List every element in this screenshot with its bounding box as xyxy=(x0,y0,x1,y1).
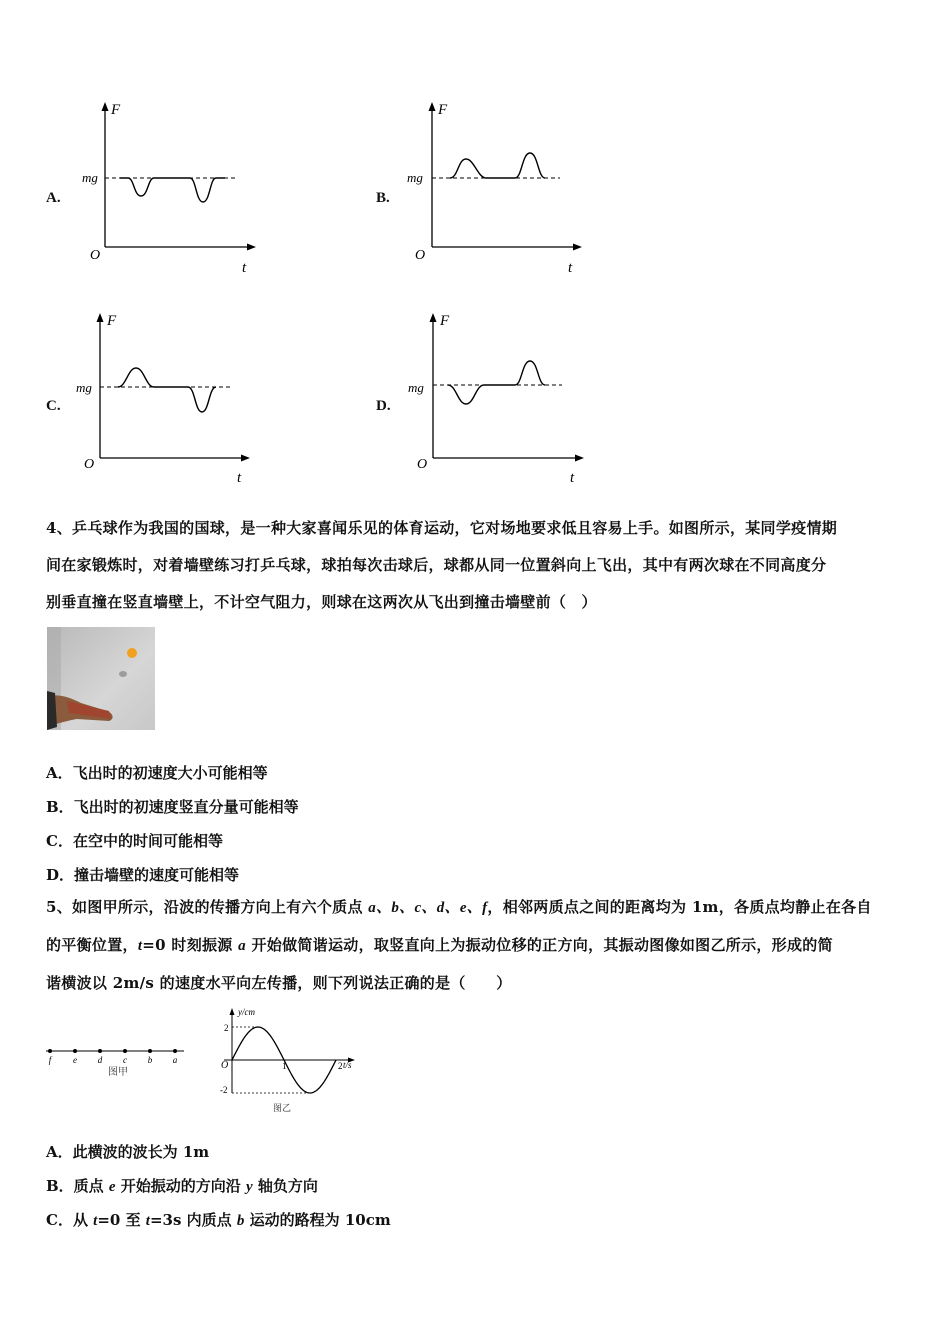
x-axis-label: t xyxy=(242,260,247,276)
option-d-graph xyxy=(370,305,610,490)
ping-pong-photo xyxy=(47,627,155,730)
question-5-option-a[interactable]: A．此横波的波长为 1m xyxy=(46,1143,210,1161)
question-4-line-2: 间在家锻炼时，对着墙壁练习打乒乓球，球拍每次击球后，球都从同一位置斜向上飞出，其中有两次球在不同高度分 xyxy=(46,556,827,574)
particle-label-e: e xyxy=(73,1055,77,1065)
question-5-option-b[interactable]: B．质点 e 开始振动的方向沿 y 轴负方向 xyxy=(46,1177,318,1195)
question-4-option-a[interactable]: A．飞出时的初速度大小可能相等 xyxy=(46,764,268,782)
force-time-graph-c xyxy=(40,305,280,490)
question-5-line-1: 5、如图甲所示，沿波的传播方向上有六个质点 a、b、c、d、e、f，相邻两质点之间的距离均为 1m，各质点均静止在各自 xyxy=(46,898,872,916)
option-c-label: C. xyxy=(46,398,61,414)
question-4-line-3: 别垂直撞在竖直墙壁上，不计空气阻力，则球在这两次从飞出到撞击墙壁前（ ） xyxy=(46,593,597,611)
x-axis-label: t xyxy=(568,260,573,276)
question-5-line-3: 谐横波以 2m/s 的速度水平向左传播，则下列说法正确的是（ ） xyxy=(46,974,512,992)
question-5-option-c[interactable]: C．从 t=0 至 t=3s 内质点 b 运动的路程为 10cm xyxy=(46,1211,391,1229)
particle-f xyxy=(48,1049,52,1053)
particle-label-b: b xyxy=(147,1055,153,1065)
particle-c xyxy=(123,1049,127,1053)
particle-d xyxy=(98,1049,102,1053)
option-a-label: A. xyxy=(46,190,61,206)
y-tick-negative: -2 xyxy=(220,1085,228,1095)
y-axis-label: y/cm xyxy=(238,1007,255,1017)
y-axis-label: F xyxy=(440,313,450,329)
origin-label: O xyxy=(90,248,101,263)
option-c-graph xyxy=(40,305,280,490)
force-time-graph-d xyxy=(370,305,610,490)
x-axis-label: t xyxy=(570,470,575,486)
origin-label: O xyxy=(84,457,95,472)
question-4-line-1: 4、乒乓球作为我国的国球，是一种大家喜闻乐见的体育运动，它对场地要求低且容易上手。如图所示，某同学疫情期 xyxy=(46,519,838,537)
origin-label: O xyxy=(415,248,426,263)
option-b-graph xyxy=(370,95,610,280)
y-axis-label: F xyxy=(438,102,448,118)
question-4-text xyxy=(46,510,916,621)
force-time-graph-a xyxy=(40,95,280,280)
particle-a xyxy=(173,1049,177,1053)
particle-label-f: f xyxy=(48,1055,52,1065)
option-a-graph xyxy=(40,95,280,280)
x-tick-2: 2 xyxy=(338,1061,343,1071)
question-5-line-2: 的平衡位置，t=0 时刻振源 a 开始做简谐运动，取竖直向上为振动位移的正方向，其振动图像如图乙所示，形成的简 xyxy=(46,936,833,954)
particle-label-a: a xyxy=(172,1055,178,1065)
particle-label-c: c xyxy=(123,1055,127,1065)
ball xyxy=(127,648,137,658)
force-time-graph-b xyxy=(370,95,610,280)
option-b-label: B. xyxy=(376,190,390,206)
y-tick-positive: 2 xyxy=(224,1023,229,1033)
figure-yi xyxy=(210,1005,370,1120)
x-axis-label: t/s xyxy=(343,1060,352,1070)
y-axis-label: F xyxy=(107,313,117,329)
mg-label: mg xyxy=(408,380,424,395)
particle-e xyxy=(73,1049,77,1053)
figure-yi-caption: 图乙 xyxy=(272,1103,292,1113)
question-4-option-c[interactable]: C．在空中的时间可能相等 xyxy=(46,832,223,850)
mg-label: mg xyxy=(76,380,92,395)
question-5-text xyxy=(46,889,916,1002)
origin-label: O xyxy=(417,457,428,472)
mg-label: mg xyxy=(407,170,423,185)
origin-label: O xyxy=(221,1060,229,1071)
figure-jia-caption: 图甲 xyxy=(108,1067,128,1078)
figure-jia xyxy=(40,1035,190,1085)
option-d-label: D. xyxy=(376,398,391,414)
question-4-option-d[interactable]: D．撞击墙壁的速度可能相等 xyxy=(46,866,240,884)
question-4-option-b[interactable]: B．飞出时的初速度竖直分量可能相等 xyxy=(46,798,299,816)
y-axis-label: F xyxy=(111,102,121,118)
particle-b xyxy=(148,1049,152,1053)
x-axis-label: t xyxy=(237,470,242,486)
x-tick-1: 1 xyxy=(282,1061,287,1071)
particle-label-d: d xyxy=(97,1055,103,1065)
mg-label: mg xyxy=(82,170,98,185)
